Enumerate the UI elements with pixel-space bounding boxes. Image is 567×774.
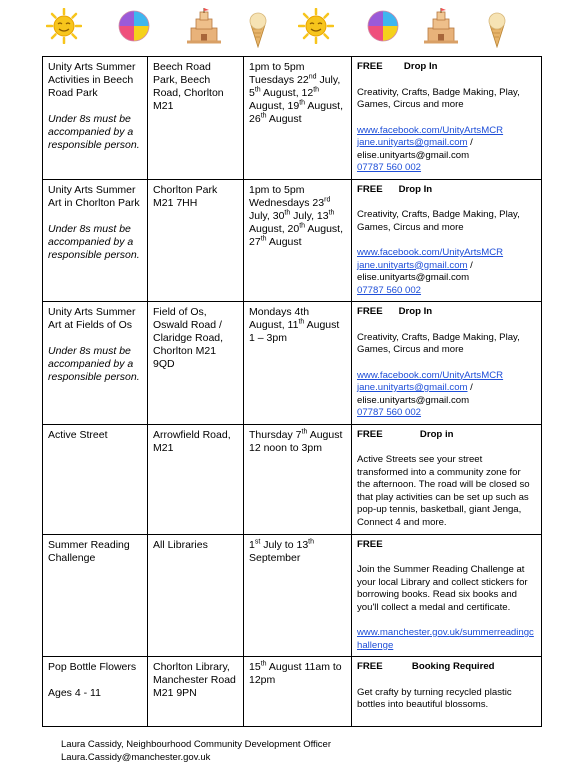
event-name-cell [43,57,148,180]
facebook-link[interactable]: www.facebook.com/UnityArtsMCR [357,247,504,258]
event-details [352,424,542,534]
event-price-label: FREE Drop in [357,428,454,440]
event-location: Field of Os, Oswald Road / Claridge Road, Chorlton M21 9QD [148,302,244,425]
beach-ball-icon [365,8,401,44]
event-name: Pop Bottle Flowers [48,661,137,673]
event-details [352,179,542,302]
table-row [43,424,542,534]
event-name: Unity Arts Summer Art in Chorlton Park [48,183,140,209]
facebook-link[interactable]: www.facebook.com/UnityArtsMCR [357,124,504,136]
event-name: Unity Arts Summer Activities in Beech Road Park [48,61,136,99]
slash-separator: / [467,382,473,393]
event-note: Under 8s must be accompanied by a responsible person. [48,222,140,261]
event-location: Chorlton Park M21 7HH [148,179,244,302]
facebook-link[interactable]: www.facebook.com/UnityArtsMCR [357,369,504,381]
contact-name: Laura Cassidy, Neighbourhood Community Development Officer [61,739,332,750]
email-text: elise.unityarts@gmail.com [357,394,470,406]
phone-link[interactable]: 07787 560 002 [357,162,422,173]
event-name: Active Street [43,424,148,534]
event-description: Get crafty by turning recycled plastic bottles into beautiful blossoms. [357,686,512,710]
event-note: Under 8s must be accompanied by a responsible person. [48,113,140,151]
events-table [42,56,542,727]
event-details [352,302,542,425]
email-link[interactable]: jane.unityarts@gmail.com [357,382,468,393]
event-dates: 1st July to 13th September [244,534,352,657]
beach-ball-icon [116,8,152,44]
event-dates: 1pm to 5pm Tuesdays 22nd July, 5th August, 12th August, 19th August, 26th August [244,57,352,180]
sun-icon [46,8,82,44]
event-dates: Mondays 4th August, 11th August 1 – 3pm [244,302,352,425]
event-description: Creativity, Crafts, Badge Making, Play, Games, Circus and more [357,331,520,355]
ice-cream-icon [247,12,269,48]
slash-separator: / [467,137,473,148]
event-name: Summer Reading Challenge [43,534,148,657]
event-details [352,657,542,727]
footer-contact [61,738,331,764]
header-decorations [40,8,540,52]
slash-separator: / [467,259,473,271]
event-description: Creativity, Crafts, Badge Making, Play, Games, Circus and more [357,209,520,233]
event-description: Active Streets see your street transformed into a community zone for the afternoon. The road will be closed so that play activities can be set up such as pop-up tennis, basketball, giant Jenga, Connect 4 and more. [357,454,530,528]
event-name-cell [43,657,148,727]
email-link[interactable]: jane.unityarts@gmail.com [357,259,468,271]
event-description: Join the Summer Reading Challenge at your local Library and collect stickers for borrowing books. Read six books and you'll collect a medal and certificate. [357,564,528,613]
email-text: elise.unityarts@gmail.com [357,149,470,161]
event-details [352,57,542,180]
event-name-cell [43,302,148,425]
event-location: All Libraries [148,534,244,657]
event-dates: 15th August 11am to 12pm [244,657,352,727]
event-note: Under 8s must be accompanied by a responsible person. [48,345,140,383]
event-price-label: FREE Drop In [357,306,433,317]
ice-cream-icon [486,12,508,48]
table-row [43,179,542,302]
email-link[interactable]: jane.unityarts@gmail.com [357,137,468,148]
sandcastle-icon [422,8,460,46]
event-name-cell [43,179,148,302]
event-price-label: FREE [357,538,383,550]
event-location: Beech Road Park, Beech Road, Chorlton M21 [148,57,244,180]
table-row [43,534,542,657]
event-price-label: FREE Drop In [357,61,438,72]
event-name: Unity Arts Summer Art at Fields of Os [48,306,136,331]
event-details [352,534,542,657]
table-row [43,57,542,180]
event-dates: 1pm to 5pm Wednesdays 23rd July, 30th July, 13th August, 20th August, 27th August [244,179,352,302]
event-price-label: FREE Booking Required [357,661,495,672]
website-link[interactable]: www.manchester.gov.uk/summerreadingchallenge [357,627,534,651]
contact-email[interactable]: Laura.Cassidy@manchester.gov.uk [61,752,211,763]
sun-icon [298,8,334,44]
event-price-label: FREE Drop In [357,183,433,195]
table-row [43,657,542,727]
email-text: elise.unityarts@gmail.com [357,272,470,283]
phone-link[interactable]: 07787 560 002 [357,407,422,418]
event-location: Chorlton Library, Manchester Road M21 9PN [148,657,244,727]
table-row [43,302,542,425]
sandcastle-icon [185,8,223,46]
event-dates: Thursday 7th August 12 noon to 3pm [244,424,352,534]
phone-link[interactable]: 07787 560 002 [357,284,422,296]
event-location: Arrowfield Road, M21 [148,424,244,534]
event-age-range: Ages 4 - 11 [48,687,101,699]
event-description: Creativity, Crafts, Badge Making, Play, Games, Circus and more [357,86,520,110]
